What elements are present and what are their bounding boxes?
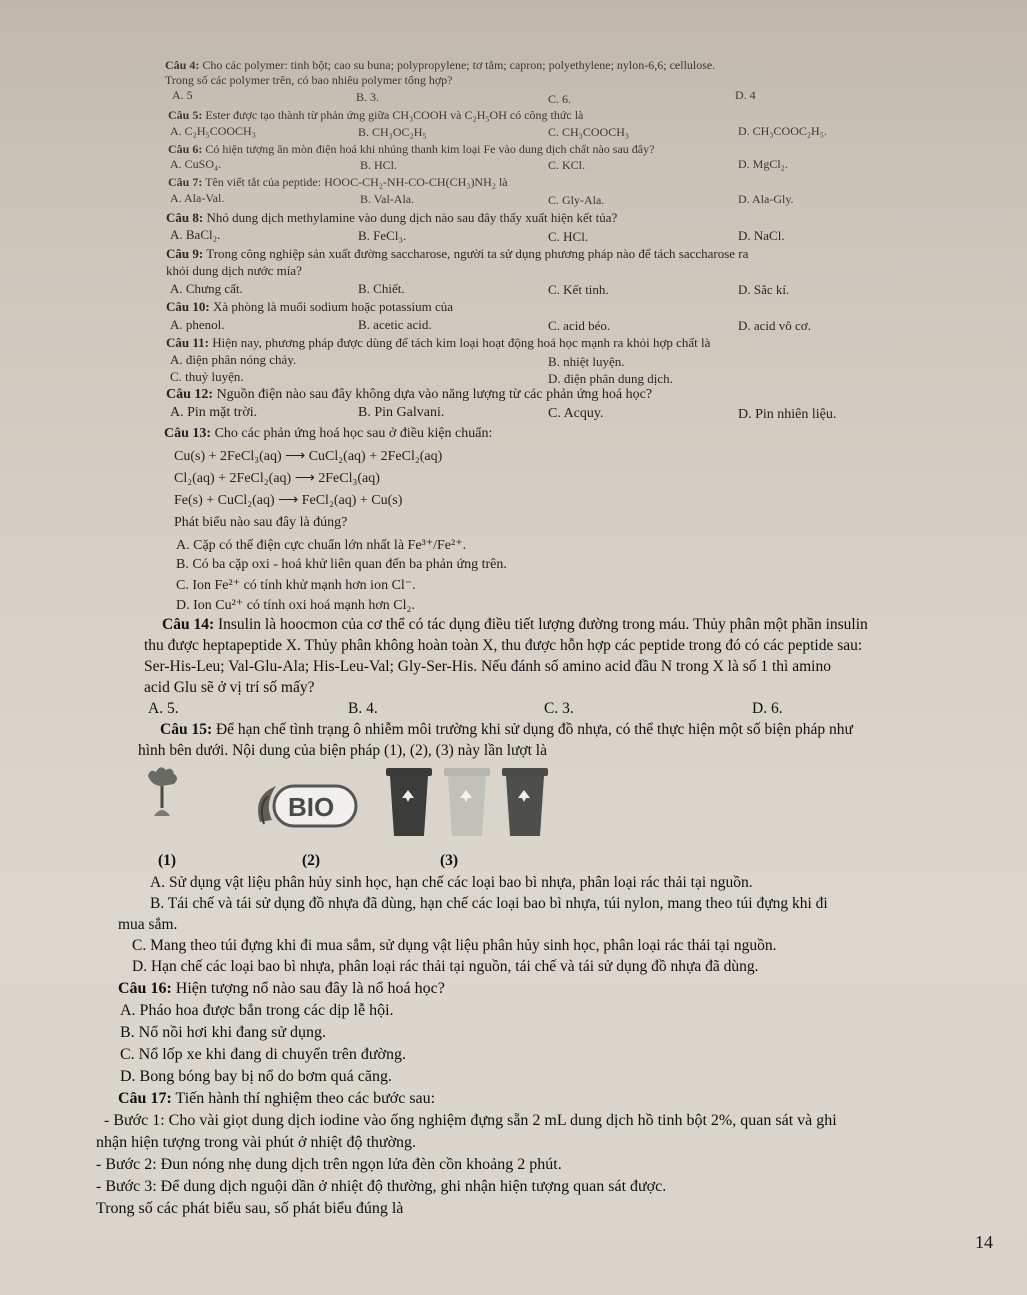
q9-stem-line1: Câu 9: Trong công nghiệp sản xuất đường saccharose, người ta sử dụng phương pháp nào để tách saccharose ra xyxy=(166,246,749,261)
page-number: 14 xyxy=(975,1232,993,1252)
q14-line4: acid Glu sẽ ở vị trí số mấy? xyxy=(144,679,315,696)
q15-line2: hình bên dưới. Nội dung của biện pháp (1), (2), (3) này lần lượt là xyxy=(138,742,547,759)
q15-option-b-line2: mua sắm. xyxy=(118,916,178,933)
q7-option-d: D. Ala-Gly. xyxy=(738,192,794,206)
q10-option-d: D. acid vô cơ. xyxy=(738,318,811,333)
q15-option-d: D. Hạn chế các loại bao bì nhựa, phân loại rác thải tại nguồn, tái chế và tái sử dụng đồ nhựa đã dùng. xyxy=(132,958,759,975)
q12-option-b: B. Pin Galvani. xyxy=(358,405,445,420)
q14-option-a: A. 5. xyxy=(148,700,179,717)
q8-option-b: B. FeCl₃. xyxy=(358,228,407,243)
q4-stem-line1: Câu 4: Cho các polymer: tinh bột; cao su buna; polypropylene; tơ tằm; capron; polyethylene; nylon-6,6; cellulose. xyxy=(165,58,716,72)
q6-option-d: D. MgCl₂. xyxy=(738,157,788,171)
q8-option-a: A. BaCl₂. xyxy=(170,227,221,242)
q11-stem: Câu 11: Hiện nay, phương pháp được dùng để tách kim loại hoạt động hoá học mạnh ra khỏi hợp chất là xyxy=(166,335,711,350)
q5-option-c: C. CH₃COOCH₃ xyxy=(548,125,630,139)
q6-option-a: A. CuSO₄. xyxy=(170,157,222,171)
q7-option-c: C. Gly-Ala. xyxy=(548,193,605,207)
q7-option-b: B. Val-Ala. xyxy=(360,192,415,206)
q15-figure-label-2: (2) xyxy=(302,852,321,869)
q13-reaction-2: Cl₂(aq) + 2FeCl₂(aq) ⟶ 2FeCl₃(aq) xyxy=(174,471,380,486)
q13-reaction-1: Cu(s) + 2FeCl₃(aq) ⟶ CuCl₂(aq) + 2FeCl₂(aq) xyxy=(174,449,443,464)
q15-option-b-line1: B. Tái chế và tái sử dụng đồ nhựa đã dùng, hạn chế các loại bao bì nhựa, túi nylon, mang theo túi đựng khi đi xyxy=(150,895,828,912)
q15-option-a: A. Sử dụng vật liệu phân hủy sinh học, hạn chế các loại bao bì nhựa, phân loại rác thải tại nguồn. xyxy=(150,874,753,891)
q4-option-c: C. 6. xyxy=(548,92,572,106)
q14-line2: thu được heptapeptide X. Thủy phân không hoàn toàn X, thu được hỗn hợp các peptide trong đó có các peptide sau: xyxy=(144,637,863,654)
q4-option-d: D. 4 xyxy=(735,88,756,102)
q13-option-b: B. Có ba cặp oxi - hoá khử liên quan đến ba phản ứng trên. xyxy=(176,557,507,572)
q13-reaction-3: Fe(s) + CuCl₂(aq) ⟶ FeCl₂(aq) + Cu(s) xyxy=(174,493,403,508)
q9-option-c: C. Kết tinh. xyxy=(548,282,609,297)
q12-stem: Câu 12: Nguồn điện nào sau đây không dựa vào năng lượng từ các phản ứng hoá học? xyxy=(166,387,653,402)
q17-question: Trong số các phát biểu sau, số phát biểu đúng là xyxy=(96,1200,404,1217)
q17-step2: - Bước 2: Đun nóng nhẹ dung dịch trên ngọn lửa đèn cồn khoảng 2 phút. xyxy=(96,1156,562,1173)
q15-option-c: C. Mang theo túi đựng khi đi mua sắm, sử dụng vật liệu phân hủy sinh học, phân loại rác thải tại nguồn. xyxy=(132,937,777,954)
q5-option-d: D. CH₃COOC₂H₅. xyxy=(738,124,827,138)
q13-option-c: C. Ion Fe²⁺ có tính khử mạnh hơn ion Cl⁻. xyxy=(176,578,416,593)
q5-option-b: B. CH₃OC₂H₅ xyxy=(358,125,427,139)
q14-line3: Ser-His-Leu; Val-Glu-Ala; His-Leu-Val; Gly-Ser-His. Nếu đánh số amino acid đầu N trong X là số 1 thì amino xyxy=(144,658,831,675)
q14-option-b: B. 4. xyxy=(348,700,378,717)
q11-option-c: C. thuỷ luyện. xyxy=(170,369,244,384)
q13-stem: Câu 13: Cho các phản ứng hoá học sau ở điều kiện chuẩn: xyxy=(164,426,493,441)
q8-option-c: C. HCl. xyxy=(548,229,589,244)
q9-option-b: B. Chiết. xyxy=(358,281,405,296)
q9-option-a: A. Chưng cất. xyxy=(170,281,243,296)
q15-figure-label-3: (3) xyxy=(440,852,459,869)
q5-option-a: A. C₂H₅COOCH₃ xyxy=(170,124,256,138)
q17-step3: - Bước 3: Để dung dịch nguội dần ở nhiệt độ thường, ghi nhận hiện tượng quan sát được. xyxy=(96,1178,667,1195)
q17-step1-line2: nhận hiện tượng trong vài phút ở nhiệt độ thường. xyxy=(96,1134,417,1151)
q10-option-b: B. acetic acid. xyxy=(358,317,432,332)
q6-option-c: C. KCl. xyxy=(548,158,586,172)
q12-option-d: D. Pin nhiên liệu. xyxy=(738,407,837,422)
q13-option-a: A. Cặp có thế điện cực chuẩn lớn nhất là Fe³⁺/Fe²⁺. xyxy=(176,538,467,553)
q13-question: Phát biểu nào sau đây là đúng? xyxy=(174,515,348,530)
q16-option-c: C. Nổ lốp xe khi đang di chuyển trên đường. xyxy=(120,1046,406,1063)
q4-option-a: A. 5 xyxy=(172,88,193,102)
q15-figure-label-1: (1) xyxy=(158,852,177,869)
tree-icon xyxy=(148,767,177,816)
q8-stem: Câu 8: Nhỏ dung dịch methylamine vào dung dịch nào sau đây thấy xuất hiện kết tủa? xyxy=(166,210,618,225)
q4-option-b: B. 3. xyxy=(356,90,380,104)
bio-label: BIO xyxy=(288,792,335,822)
q7-option-a: A. Ala-Val. xyxy=(170,191,225,205)
q6-stem: Câu 6: Có hiện tượng ăn mòn điện hoá khi nhúng thanh kim loại Fe vào dung dịch chất nào sau đây? xyxy=(168,142,655,156)
q13-option-d: D. Ion Cu²⁺ có tính oxi hoá mạnh hơn Cl₂. xyxy=(176,598,415,613)
q10-option-a: A. phenol. xyxy=(170,317,225,332)
q14-line1: Câu 14: Insulin là hoocmon của cơ thể có tác dụng điều tiết lượng đường trong máu. Thủy phân một phần insulin xyxy=(162,616,868,633)
q11-option-d: D. điện phân dung dịch. xyxy=(548,371,673,386)
trash-bin-gray-icon xyxy=(502,768,548,836)
q15-line1: Câu 15: Để hạn chế tình trạng ô nhiễm môi trường khi sử dụng đồ nhựa, có thể thực hiện một số biện pháp như xyxy=(160,721,853,738)
trash-bin-light-icon xyxy=(444,768,490,836)
q16-stem: Câu 16: Hiện tượng nổ nào sau đây là nổ hoá học? xyxy=(118,980,445,997)
q14-option-d: D. 6. xyxy=(752,700,783,717)
q10-stem: Câu 10: Xà phòng là muối sodium hoặc potassium của xyxy=(166,299,454,314)
q14-option-c: C. 3. xyxy=(544,700,574,717)
q12-option-a: A. Pin mặt trời. xyxy=(170,405,258,420)
q12-option-c: C. Acquy. xyxy=(548,406,604,421)
q5-stem: Câu 5: Ester được tạo thành từ phản ứng giữa CH₃COOH và C₂H₅OH có công thức là xyxy=(168,108,584,122)
q16-option-d: D. Bong bóng bay bị nổ do bơm quá căng. xyxy=(120,1068,392,1085)
q15-figure xyxy=(140,756,580,856)
q11-option-b: B. nhiệt luyện. xyxy=(548,354,625,369)
q8-option-d: D. NaCl. xyxy=(738,228,785,243)
q4-stem-line2: Trong số các polymer trên, có bao nhiêu polymer tổng hợp? xyxy=(165,73,453,87)
q9-stem-line2: khỏi dung dịch nước mía? xyxy=(166,263,302,278)
q6-option-b: B. HCl. xyxy=(360,158,398,172)
trash-bin-dark-icon xyxy=(386,768,432,836)
q9-option-d: D. Sắc kí. xyxy=(738,282,790,297)
q17-step1-line1: - Bước 1: Cho vài giọt dung dịch iodine vào ống nghiệm đựng sẵn 2 mL dung dịch hồ tinh bột 2%, quan sát và ghi xyxy=(104,1112,837,1129)
q7-stem: Câu 7: Tên viết tắt của peptide: HOOC-CH₂-NH-CO-CH(CH₃)NH₂ là xyxy=(168,175,508,189)
q17-stem: Câu 17: Tiến hành thí nghiệm theo các bước sau: xyxy=(118,1090,436,1107)
q16-option-a: A. Pháo hoa được bắn trong các dịp lễ hội. xyxy=(120,1002,394,1019)
q11-option-a: A. điện phân nóng chảy. xyxy=(170,352,297,367)
q16-option-b: B. Nổ nồi hơi khi đang sử dụng. xyxy=(120,1024,327,1041)
q10-option-c: C. acid béo. xyxy=(548,318,611,333)
